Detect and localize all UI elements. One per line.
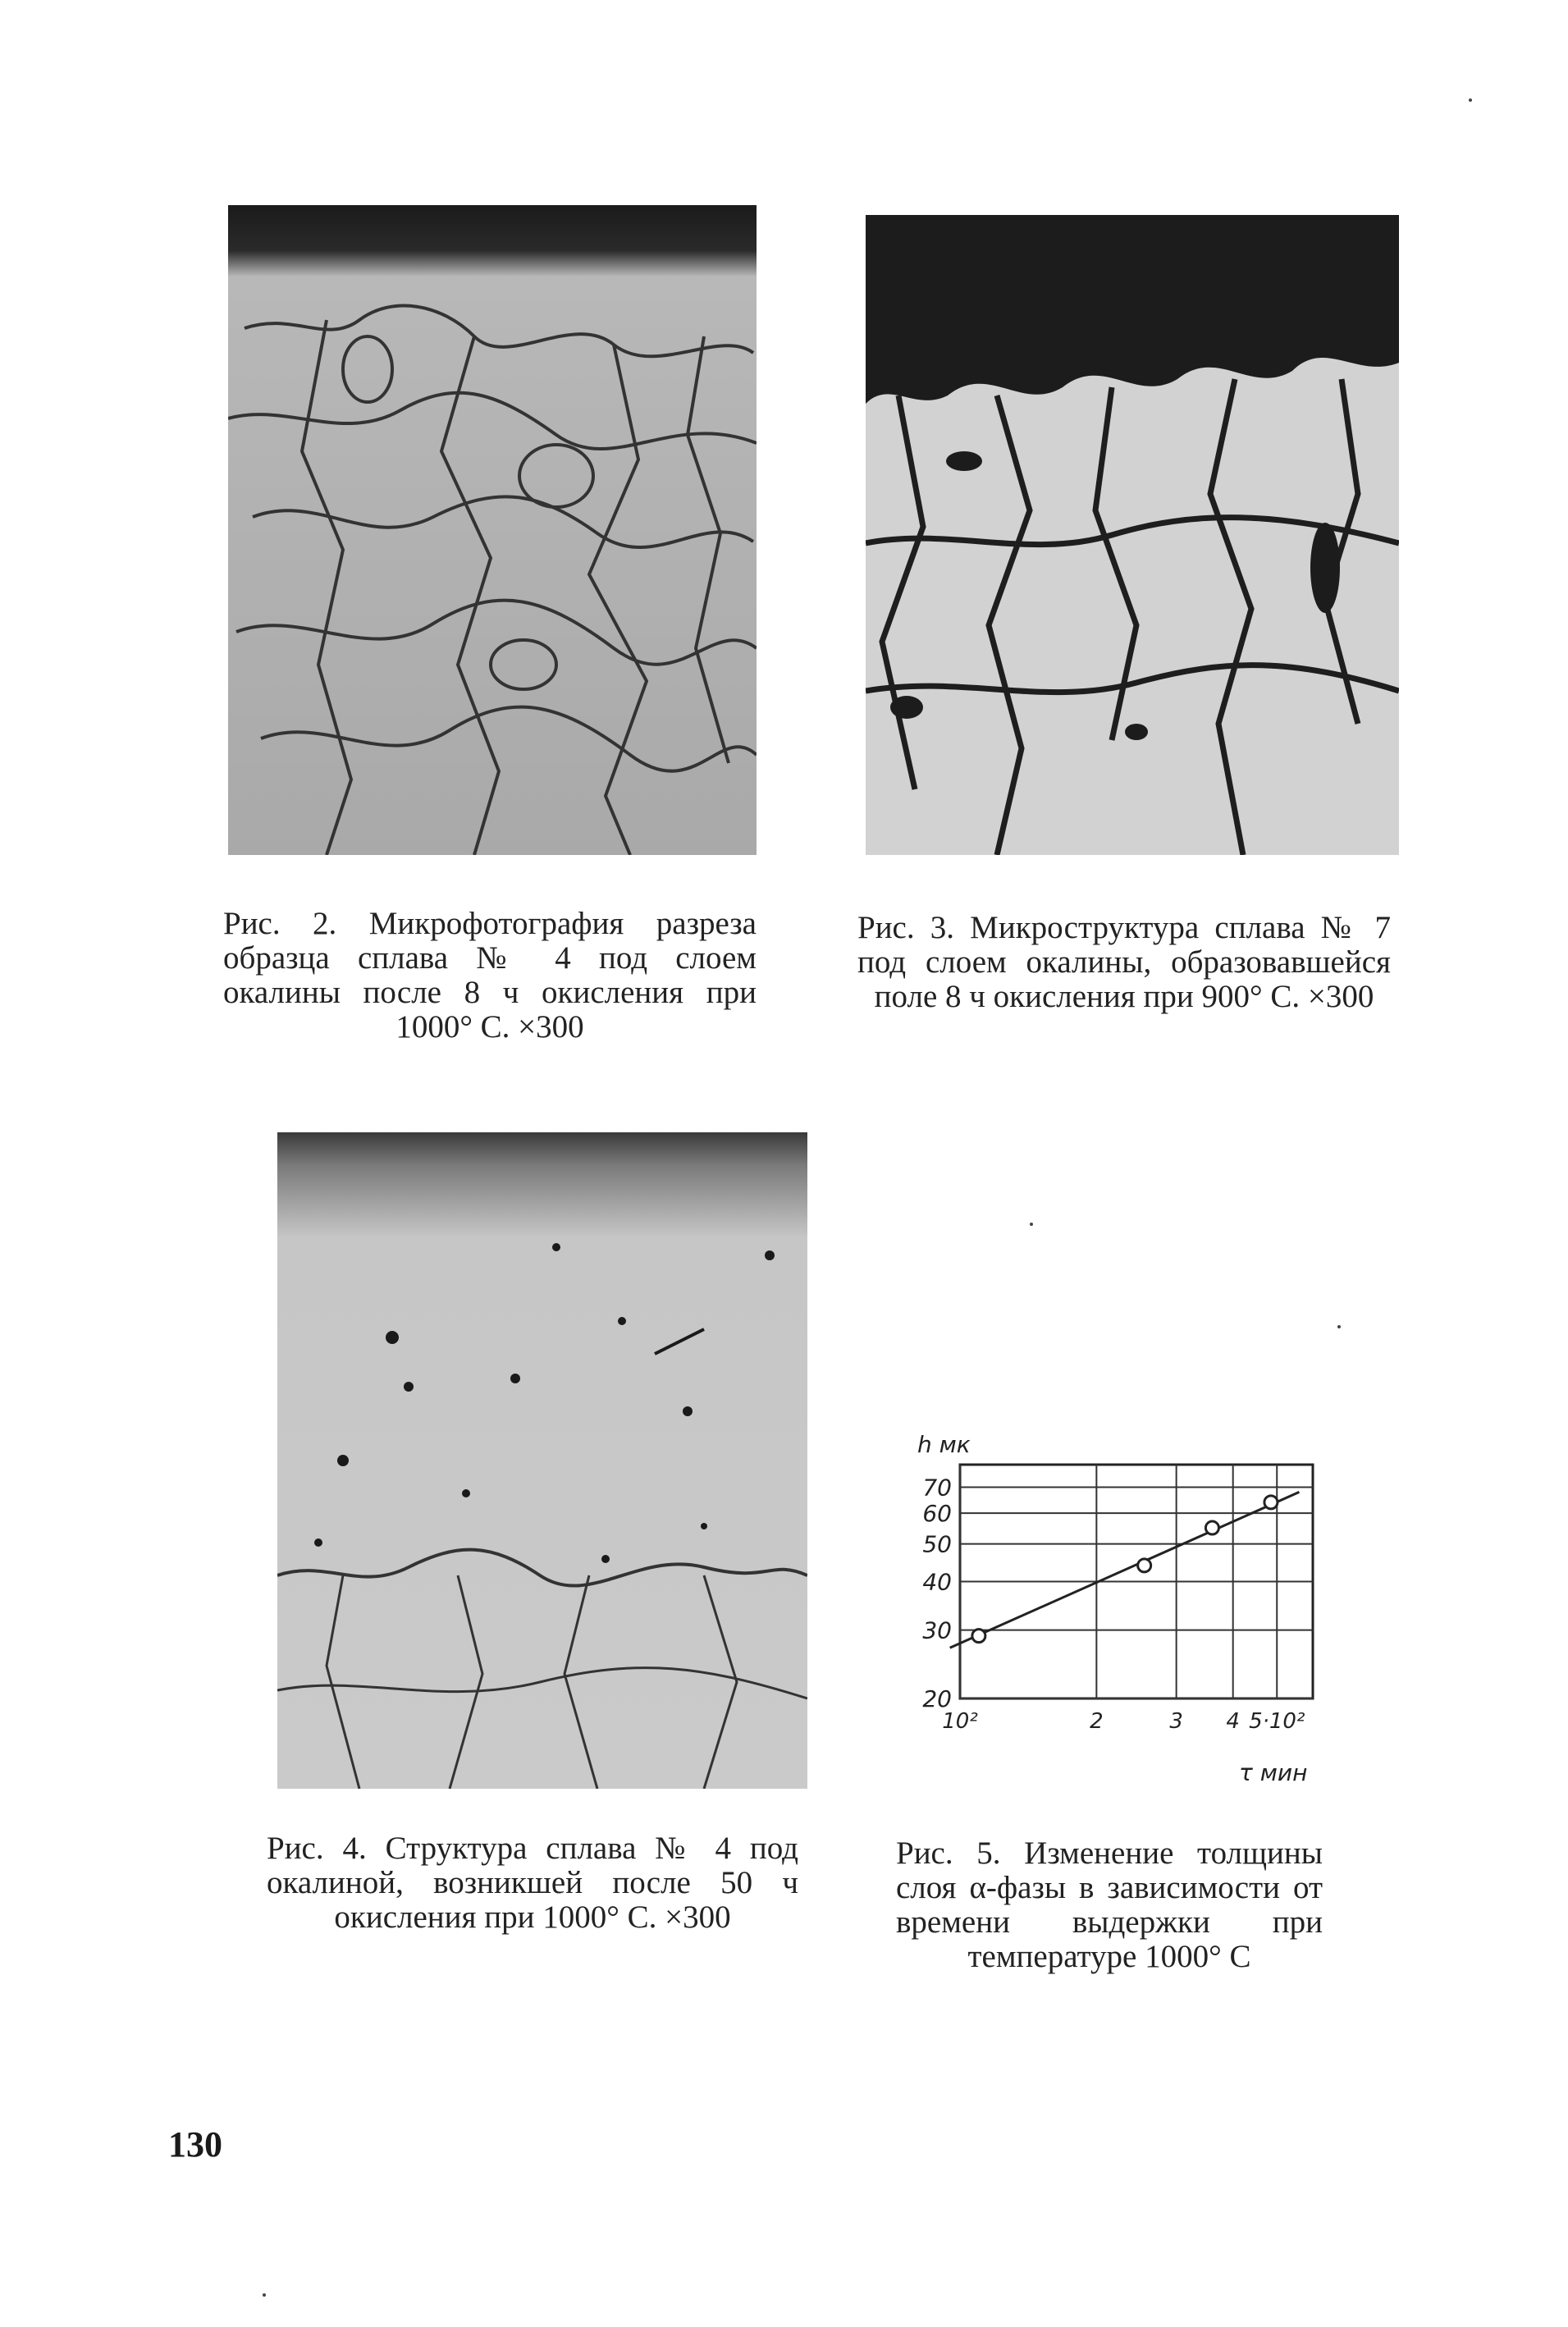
x-axis-label: τ мин [1239,1759,1308,1786]
fit-line [950,1492,1300,1648]
speck [1030,1223,1033,1226]
data-point [1264,1496,1278,1509]
y-tick-label: 30 [922,1616,952,1644]
figure-4-caption: Рис. 4. Структура сплава № 4 под окалиной, возникшей после 50 ч окисления при 1000° С. ×300 [267,1831,798,1935]
x-tick-label: 3 [1169,1709,1183,1734]
data-point [1205,1521,1218,1534]
figure-3-caption: Рис. 3. Микроструктура сплава № 7 под слоем окалины, образовавшейся поле 8 ч окисления при 900° С. ×300 [857,910,1391,1014]
y-tick-label: 20 [922,1685,952,1712]
figure-2-micrograph [228,205,757,855]
figure-4-micrograph [277,1132,807,1789]
x-tick-label: 10² [942,1709,978,1734]
page-number: 130 [168,2124,222,2165]
figure-2-caption: Рис. 2. Микрофотография разреза образца сплава № 4 под слоем окалины после 8 ч окисления при 1000° С. ×300 [223,906,757,1045]
speck [1337,1325,1341,1328]
x-tick-label: 2 [1090,1709,1104,1734]
speck [263,2293,266,2297]
figure-3-micrograph [866,215,1399,855]
y-tick-label: 60 [922,1500,952,1528]
y-tick-label: 40 [922,1568,952,1596]
y-axis-label: h мк [917,1431,971,1458]
speck [1469,98,1472,102]
figure-5-chart [894,1428,1337,1789]
figure-5-caption: Рис. 5. Изменение толщины слоя α-фазы в зависимости от времени выдержки при температуре 1000° С [896,1836,1323,1974]
x-tick-label: 5·10² [1249,1709,1305,1734]
data-point [1138,1559,1151,1572]
y-tick-label: 50 [922,1530,952,1558]
y-tick-label: 70 [922,1474,952,1502]
x-tick-label: 4 [1226,1709,1240,1734]
data-point [972,1630,985,1643]
